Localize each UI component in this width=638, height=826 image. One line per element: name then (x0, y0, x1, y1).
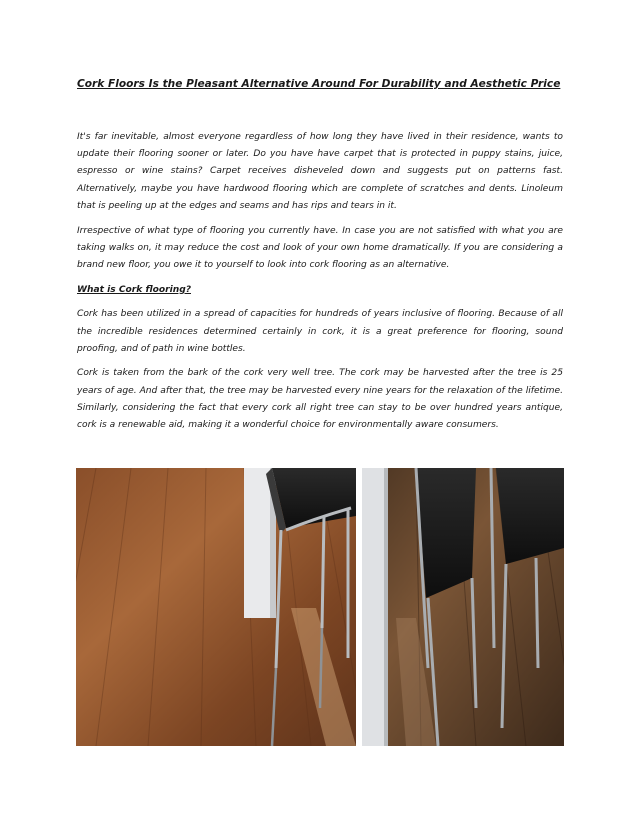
document-title: Cork Floors Is the Pleasant Alternative Around For Durability and Aesthetic Price (77, 78, 561, 90)
wood-floor-with-chairs-photo (76, 468, 564, 746)
paragraph: Cork is taken from the bark of the cork very well tree. The cork may be harvested after the tree is 25 years of age. And after that, the tree may be harvested every nine years for the relaxation of the lifetime. Similarly, considering the fact that every cork all right tree can stay to be over hundred years antique, cork is a renewable aid, making it a wonderful choice for environmentally aware consumers. (77, 368, 563, 431)
paragraph: Cork has been utilized in a spread of capacities for hundreds of years inclusive of flooring. Because of all the incredible residences determined certainly in cork, it is a great preference for flooring, sound proofing, and of path in wine bottles. (77, 309, 563, 354)
paragraph: Irrespective of what type of flooring you currently have. In case you are not satisfied with what you are taking walks on, it may reduce the cost and look of your own home dramatically. If you are considering a brand new floor, you owe it to yourself to look into cork flooring as an alternative. (77, 225, 563, 270)
section-heading: What is Cork flooring? (77, 284, 191, 295)
document-body (77, 129, 563, 442)
paragraph: It's far inevitable, almost everyone regardless of how long they have lived in their residence, wants to update their flooring sooner or later. Do you have have carpet that is protected in puppy stains, juice, espresso or wine stains? Carpet receives disheveled down and suggests put on patterns fast. Alternatively, maybe you have hardwood flooring which are complete of scratches and dents. Linoleum that is peeling up at the edges and seams and has rips and tears in it. (77, 132, 563, 211)
